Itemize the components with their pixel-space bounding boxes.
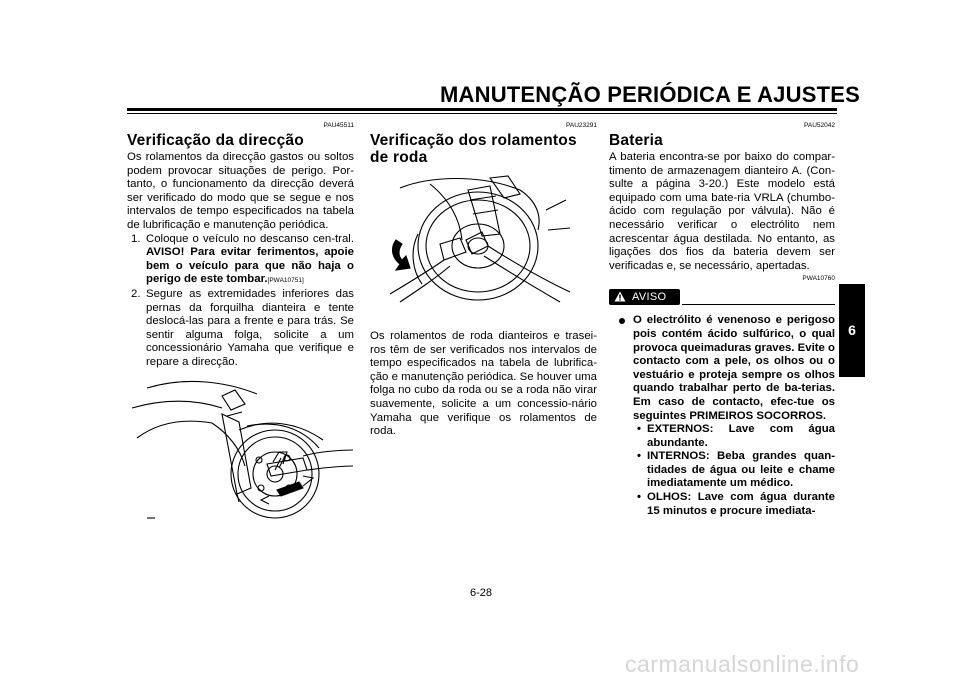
sub-bullet: •: [637, 450, 641, 463]
fork-check-illustration: [127, 378, 354, 528]
step-text: Segure as extremidades inferiores das pernas da forquilha dianteira e tente deslocá-las para a frente e para trás. Se sentir alguma folga, solicite a um concessionário Yamaha que verifique e repare a direcção.: [146, 287, 354, 368]
sub-bullet: •: [637, 423, 641, 436]
warning-triangle-icon: [614, 291, 626, 302]
wheel-bearings-column: [370, 122, 597, 439]
page-number: 6-28: [469, 587, 493, 599]
warning-badge: [609, 289, 680, 305]
section-intro: Os rolamentos da direcção gastos ou soltos podem provocar situações de perigo. Por-tanto, o funcionamento da direcção deverá ser verificado do modo que se segue e nos intervalos de tempo especificados na tabela de lubrificação e manutenção periódica.: [127, 151, 354, 231]
first-aid-text: INTERNOS: Beba grandes quan-tidades de água ou leite e chame imediatamente um médico.: [647, 450, 835, 490]
battery-column: [609, 122, 835, 518]
first-aid-text: OLHOS: Lave com água durante 15 minutos e procure imediata-: [647, 491, 835, 517]
warning-bullet: [609, 314, 835, 423]
section-body: Os rolamentos de roda dianteiros e trasei-ros têm de ser verificados nos intervalos de tempo especificados na tabela de lubrifica-ção e manutenção periódica. Se houver uma folga no cubo da roda ou se a roda não virar suavemente, solicite a um concessio-nário Yamaha que verifique os rolamentos de roda.: [370, 330, 597, 438]
section-code: PAU52042: [804, 122, 835, 129]
first-aid-item: [609, 491, 835, 518]
first-aid-item: [609, 450, 835, 491]
section-code: PAU23291: [566, 122, 597, 129]
step-number: 1.: [131, 232, 141, 245]
step-2: [127, 288, 354, 370]
sub-bullet: •: [637, 491, 641, 504]
wheel-bearing-illustration: [370, 170, 597, 318]
first-aid-item: [609, 423, 835, 450]
bullet-dot: [619, 318, 625, 324]
section-heading: Bateria: [609, 132, 663, 149]
section-code: PAU45511: [323, 122, 354, 129]
header-rule: [127, 108, 837, 111]
warning-header: [609, 275, 835, 307]
watermark: carmanualsonline.info: [625, 651, 860, 677]
page-title: MANUTENÇÃO PERIÓDICA E AJUSTES: [440, 82, 860, 107]
section-heading: Verificação dos rolamentos de roda: [370, 132, 577, 166]
step-1: [127, 233, 354, 288]
chapter-tab: 6: [839, 284, 865, 377]
warning-code: [PWA10751]: [267, 277, 304, 285]
warning-rule: [682, 304, 835, 305]
first-aid-text: EXTERNOS: Lave com água abundante.: [647, 423, 835, 449]
section-heading: Verificação da direcção: [127, 132, 304, 149]
section-body: A bateria encontra-se por baixo do compar-timento de armazenagem dianteiro A. (Con-sulte a página 3-20.) Este modelo está equipado com uma bate-ria VRLA (chumbo-ácido com regulação por válvula). Não é necessário verificar o electrólito nem acrescentar água destilada. No entanto, as ligações dos fios da bateria devem ser verificadas e, se necessário, apertadas.: [609, 151, 835, 272]
steering-column: [127, 122, 354, 528]
step-warning: AVISO! Para evitar ferimentos, apoie bem o veículo para que não haja o perigo de este tombar.: [146, 246, 354, 286]
warning-label: AVISO: [632, 291, 667, 304]
header-rule-thin: [127, 113, 837, 114]
warning-code: PWA10760: [802, 275, 835, 283]
step-text: Coloque o veículo no descanso cen-tral.: [146, 232, 354, 245]
warning-text: O electrólito é venenoso e perigoso pois contém ácido sulfúrico, o qual provoca queimaduras graves. Evite o contacto com a pele, os olhos ou o vestuário e proteja sempre os olhos quando trabalhar perto de ba-terias. Em caso de contacto, efec-tue os seguintes PRIMEIROS SOCORROS.: [633, 314, 835, 422]
step-number: 2.: [131, 287, 141, 300]
